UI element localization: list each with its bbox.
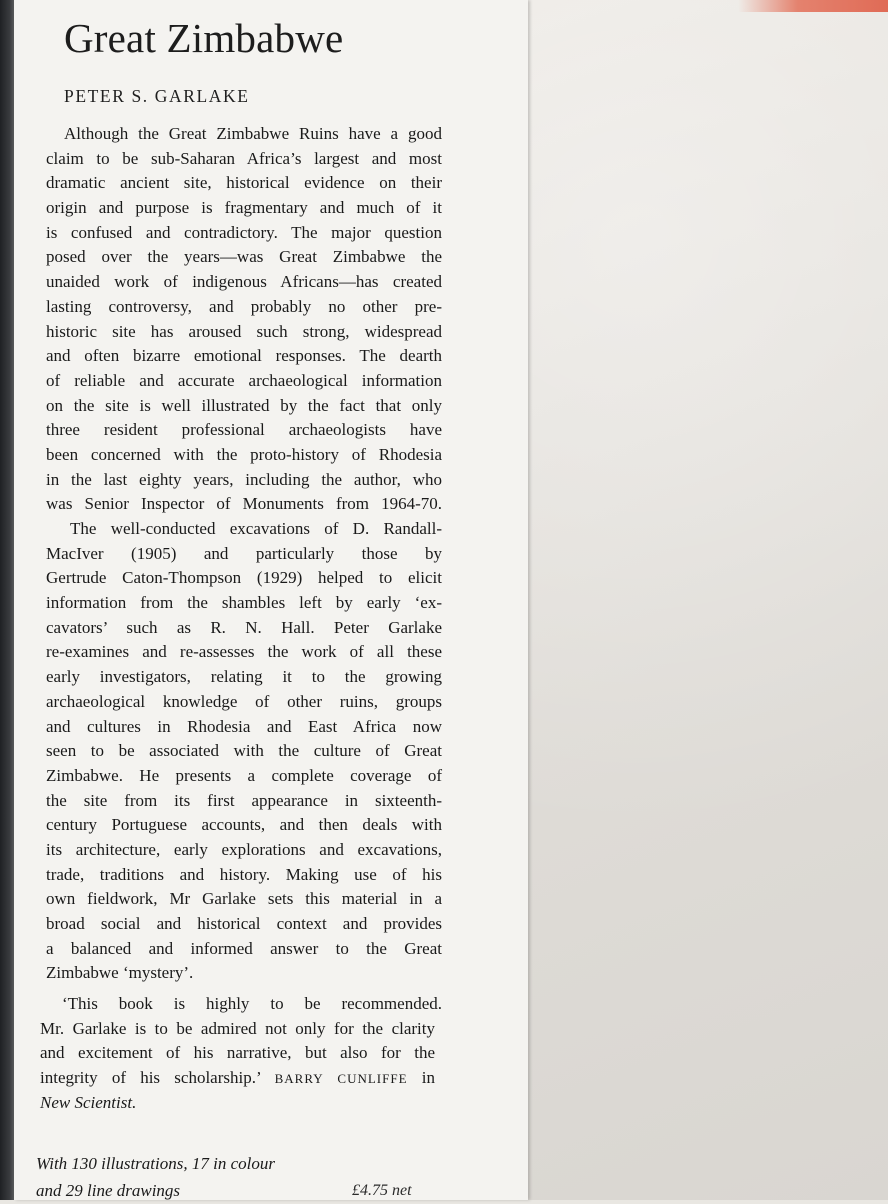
- blurb-line: century Portuguese accounts, and then deals with: [46, 815, 442, 835]
- blurb-line: trade, traditions and history. Making use of his: [46, 864, 442, 884]
- review-quote-line: integrity of his scholarship.’ BARRY CUNLIFFE in: [40, 1068, 435, 1088]
- review-quote-line: Mr. Garlake is to be admired not only for the clarity: [40, 1018, 435, 1038]
- illustrations-note-line: With 130 illustrations, 17 in colour: [36, 1154, 275, 1173]
- blurb-line: broad social and historical context and provides: [46, 914, 442, 933]
- blurb-line: MacIver (1905) and particularly those by: [46, 543, 442, 563]
- blurb-line: historic site has aroused such strong, widespread: [46, 321, 442, 341]
- blurb-line: its architecture, early explorations and excavations,: [46, 839, 442, 859]
- blurb-line: is confused and contradictory. The major question: [46, 222, 442, 242]
- red-board-edge: [738, 0, 888, 12]
- blurb-line: on the site is well illustrated by the fact that only: [46, 395, 442, 415]
- blurb-line: archaeological knowledge of other ruins, groups: [46, 691, 442, 711]
- book-endpaper: [528, 0, 888, 1200]
- blurb-line: lasting controversy, and probably no other pre-: [46, 296, 442, 316]
- price-label: £4.75 net: [352, 1182, 412, 1199]
- blurb-line: information from the shambles left by early ‘ex-: [46, 593, 442, 613]
- blurb-line: and cultures in Rhodesia and East Africa now: [46, 716, 442, 736]
- blurb-line: in the last eighty years, including the author, who: [46, 469, 442, 489]
- blurb-line: was Senior Inspector of Monuments from 1964-70.: [46, 494, 442, 514]
- blurb-line: a balanced and informed answer to the Great: [46, 938, 442, 958]
- blurb-line: three resident professional archaeologists have: [46, 420, 442, 440]
- blurb-line: Zimbabwe. He presents a complete coverage of: [46, 765, 442, 785]
- review-quote-line: ‘This book is highly to be recommended.: [62, 994, 442, 1014]
- blurb-line: The well-conducted excavations of D. Randall-: [70, 519, 442, 538]
- blurb-line: been concerned with the proto-history of Rhodesia: [46, 444, 442, 464]
- blurb-body: [40, 122, 442, 1116]
- reviewer-name: BARRY CUNLIFFE: [274, 1071, 408, 1087]
- author-name: PETER S. GARLAKE: [64, 86, 250, 106]
- book-title: Great Zimbabwe: [64, 15, 344, 61]
- blurb-line: of reliable and accurate archaeological information: [46, 370, 442, 390]
- blurb-line: re-examines and re-assesses the work of all these: [46, 642, 442, 662]
- blurb-line: claim to be sub-Saharan Africa’s largest and most: [46, 148, 442, 168]
- blurb-line: and often bizarre emotional responses. The dearth: [46, 346, 442, 366]
- review-quote-line: and excitement of his narrative, but also for the: [40, 1043, 435, 1063]
- blurb-line: Although the Great Zimbabwe Ruins have a good: [64, 124, 442, 143]
- book-spine-shadow: [0, 0, 14, 1200]
- blurb-line: cavators’ such as R. N. Hall. Peter Garlake: [46, 617, 442, 637]
- blurb-line: Gertrude Caton-Thompson (1929) helped to elicit: [46, 568, 442, 588]
- blurb-line: Zimbabwe ‘mystery’.: [46, 963, 194, 983]
- blurb-line: dramatic ancient site, historical evidence on their: [46, 173, 442, 193]
- blurb-line: seen to be associated with the culture of Great: [46, 741, 442, 761]
- blurb-line: posed over the years—was Great Zimbabwe the: [46, 247, 442, 267]
- blurb-line: the site from its first appearance in sixteenth-: [46, 790, 442, 810]
- review-source-line: New Scientist.: [40, 1092, 137, 1112]
- blurb-line: unaided work of indigenous Africans—has created: [46, 272, 442, 292]
- blurb-line: early investigators, relating it to the growing: [46, 667, 442, 687]
- blurb-line: origin and purpose is fragmentary and much of it: [46, 198, 442, 218]
- illustrations-note-line: and 29 line drawings: [36, 1181, 181, 1200]
- blurb-line: own fieldwork, Mr Garlake sets this material in a: [46, 889, 442, 909]
